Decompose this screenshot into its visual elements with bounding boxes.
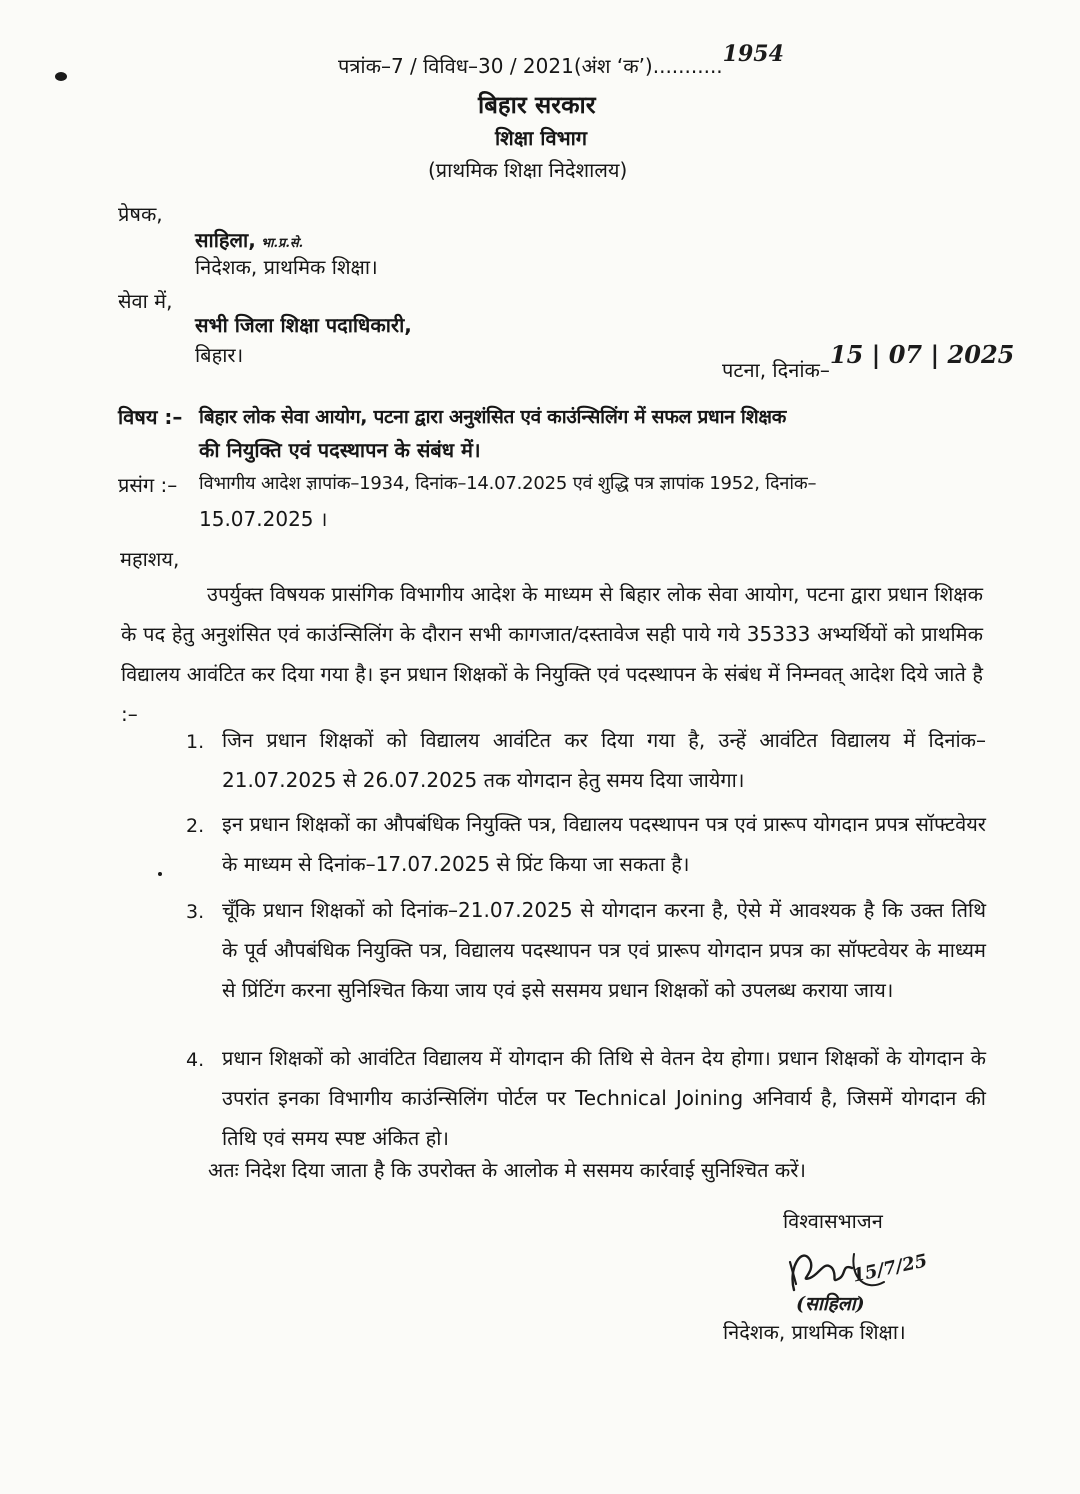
sender-label: प्रेषक,	[118, 202, 163, 226]
point-text: चूँकि प्रधान शिक्षकों को दिनांक–21.07.2025 से योगदान करना है, ऐसे में आवश्यक है कि उक्त तिथि के पूर्व औपबंधिक नियुक्ति पत्र, विद्यालय पदस्थापन पत्र एवं प्रारूप योगदान प्रपत्र का सॉफ्टवेयर के माध्यम से प्रिंटिंग करना सुनिश्चित किया जाय एवं इसे ससमय प्रधान शिक्षकों को उपलब्ध कराया जाय।	[222, 898, 986, 1002]
sender-name: साहिला,	[195, 228, 256, 252]
handwritten-reference-number: 1954	[722, 41, 784, 67]
sender-service: भा.प्र.से.	[260, 236, 304, 251]
signatory-designation: निदेशक, प्राथमिक शिक्षा।	[723, 1320, 906, 1344]
reference-line-1: विभागीय आदेश ज्ञापांक–1934, दिनांक–14.07.2025 एवं शुद्धि पत्र ज्ञापांक 1952, दिनांक–	[199, 473, 817, 494]
recipient-label: सेवा में,	[118, 289, 173, 313]
regards-text: विश्वासभाजन	[783, 1209, 883, 1233]
reference-prefix: पत्रांक–7 / विविध–30 / 2021(अंश ‘क’)...........	[338, 54, 723, 78]
closing-instruction: अतः निदेश दिया जाता है कि उपरोक्त के आलोक मे ससमय कार्रवाई सुनिश्चित करें।	[208, 1158, 807, 1182]
signatory-name: (साहिला)	[796, 1293, 865, 1315]
subject-label: विषय :–	[118, 405, 183, 429]
handwritten-date: 15 | 07 | 2025	[829, 340, 1015, 369]
scan-speck	[158, 872, 162, 876]
recipient-name: सभी जिला शिक्षा पदाधिकारी,	[195, 313, 412, 337]
signature-date: 15/7/25	[850, 1250, 930, 1287]
date-line	[722, 340, 1015, 382]
scan-speck	[55, 72, 67, 81]
point-text: प्रधान शिक्षकों को आवंटित विद्यालय में योगदान की तिथि से वेतन देय होगा। प्रधान शिक्षकों के योगदान के उपरांत इनका विभागीय काउंन्सिलिंग पोर्टल पर Technical Joining अनिवार्य है, जिसमें योगदान की तिथि एवं समय स्पष्ट अंकित हो।	[222, 1046, 986, 1150]
point-number: 3.	[186, 901, 205, 923]
date-label: पटना, दिनांक–	[722, 358, 830, 382]
point-text: इन प्रधान शिक्षकों का औपबंधिक नियुक्ति पत्र, विद्यालय पदस्थापन पत्र एवं प्रारूप योगदान प्रपत्र सॉफ्टवेयर के माध्यम से दिनांक–17.07.2025 से प्रिंट किया जा सकता है।	[222, 812, 986, 876]
reference-label: प्रसंग :–	[118, 473, 178, 497]
reference-line-2: 15.07.2025 ।	[199, 507, 328, 531]
salutation: महाशय,	[120, 547, 180, 571]
point-number: 2.	[186, 815, 205, 837]
recipient-place: बिहार।	[195, 343, 244, 367]
department-title: शिक्षा विभाग	[495, 126, 588, 150]
point-number: 4.	[186, 1049, 205, 1071]
subject-line-2: की नियुक्ति एवं पदस्थापन के संबंध में।	[199, 438, 481, 462]
sender-name-line	[195, 226, 303, 253]
point-number: 1.	[186, 731, 205, 753]
subject-line-1: बिहार लोक सेवा आयोग, पटना द्वारा अनुशंसित एवं काउंन्सिलिंग में सफल प्रधान शिक्षक	[199, 406, 787, 428]
directorate-title: (प्राथमिक शिक्षा निदेशालय)	[428, 158, 628, 182]
intro-paragraph: उपर्युक्त विषयक प्रासंगिक विभागीय आदेश के माध्यम से बिहार लोक सेवा आयोग, पटना द्वारा प्रधान शिक्षक के पद हेतु अनुशंसित एवं काउंन्सिलिंग के दौरान सभी कागजात/दस्तावेज सही पाये गये 35333 अभ्यर्थियों को प्राथमिक विद्यालय आवंटित कर दिया गया है। इन प्रधान शिक्षकों के नियुक्ति एवं पदस्थापन के संबंध में निम्नवत् आदेश दिये जाते है :–	[121, 582, 983, 726]
sender-designation: निदेशक, प्राथमिक शिक्षा।	[195, 255, 378, 279]
government-title: बिहार सरकार	[478, 91, 596, 119]
point-text: जिन प्रधान शिक्षकों को विद्यालय आवंटित कर दिया गया है, उन्हें आवंटित विद्यालय में दिनांक–21.07.2025 से 26.07.2025 तक योगदान हेतु समय दिया जायेगा।	[222, 728, 986, 792]
reference-number-line	[338, 41, 784, 79]
